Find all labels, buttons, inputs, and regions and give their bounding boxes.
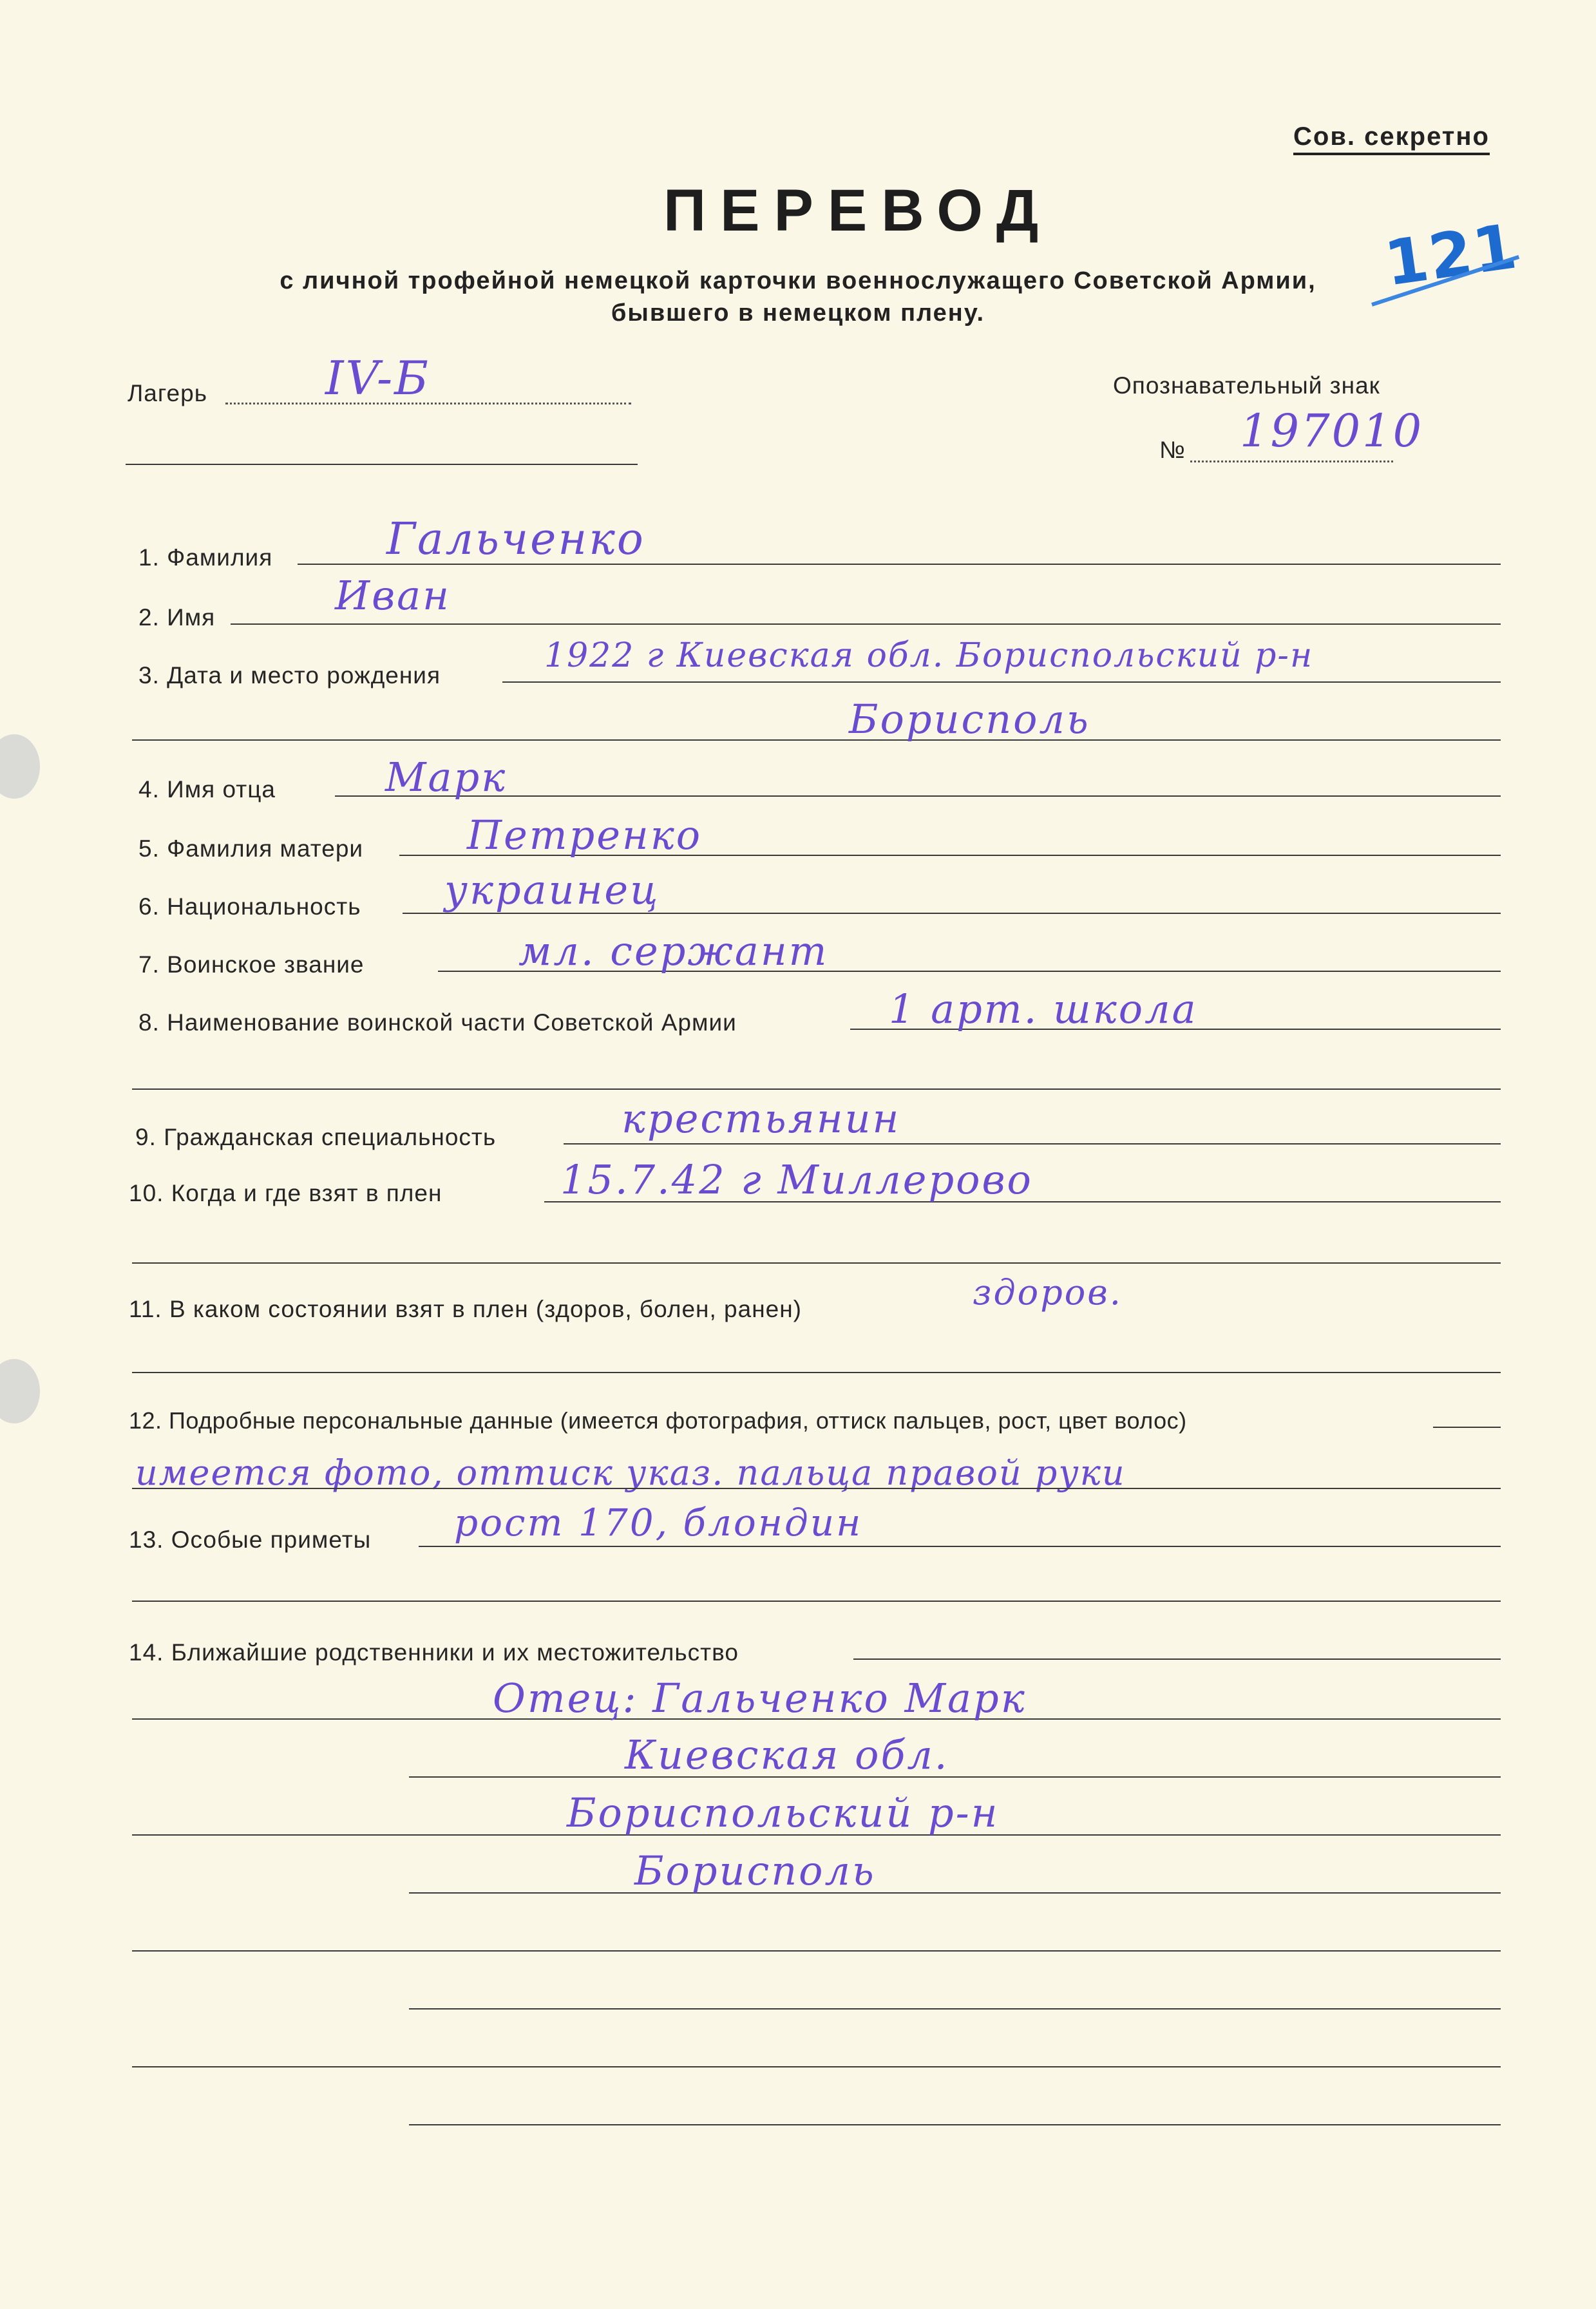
field-14-line (853, 1658, 1501, 1660)
ruled-line (132, 1950, 1501, 1952)
relatives-line-4: Борисполь (634, 1847, 876, 1894)
field-3-line (502, 681, 1501, 683)
ruled-line (409, 2124, 1501, 2125)
field-11-value: здоров. (973, 1272, 1123, 1313)
id-tag-number-sign: № (1159, 437, 1186, 463)
document-title: ПЕРЕВОД (663, 178, 1053, 243)
id-tag-value: 197010 (1240, 404, 1424, 457)
field-8-line-2 (132, 1088, 1501, 1090)
relatives-line-1: Отец: Гальченко Марк (493, 1675, 1027, 1722)
field-14-label: 14. Ближайшие родственники и их местожительство (129, 1639, 739, 1666)
field-1-value: Гальченко (386, 514, 645, 565)
camp-extra-line (126, 464, 638, 465)
camp-label: Лагерь (128, 380, 207, 406)
relatives-line-2: Киевская обл. (625, 1731, 949, 1778)
field-10-label: 10. Когда и где взят в плен (129, 1180, 442, 1206)
field-9-value: крестьянин (622, 1095, 901, 1142)
ruled-line (409, 2008, 1501, 2010)
punch-hole (0, 1359, 40, 1423)
field-5-label: 5. Фамилия матери (138, 835, 364, 862)
field-7-value: мл. сержант (518, 927, 829, 974)
field-4-line (335, 795, 1501, 797)
field-12-value: имеется фото, оттиск указ. пальца правой руки (135, 1452, 1126, 1493)
file-number: 121 (1380, 210, 1523, 300)
field-9-label: 9. Гражданская специальность (135, 1124, 497, 1150)
field-1-label: 1. Фамилия (138, 544, 273, 571)
punch-hole (0, 734, 40, 799)
field-8-value: 1 арт. школа (889, 985, 1198, 1032)
ruled-line (409, 1892, 1501, 1894)
id-tag-label: Опознавательный знак (1113, 372, 1380, 399)
field-6-value: украинец (444, 866, 660, 913)
field-6-label: 6. Национальность (138, 893, 361, 920)
field-11-line-2 (132, 1372, 1501, 1373)
field-9-line (564, 1143, 1501, 1145)
classification-stamp: Сов. секретно (1293, 122, 1490, 155)
id-tag-line (1190, 461, 1393, 462)
field-12-line (1433, 1427, 1501, 1428)
field-13-label: 13. Особые приметы (129, 1526, 372, 1553)
ruled-line (409, 1776, 1501, 1778)
field-3-value-cont: Борисполь (849, 696, 1090, 743)
field-7-label: 7. Воинское звание (138, 951, 365, 978)
field-3-label: 3. Дата и место рождения (138, 662, 441, 689)
field-2-value: Иван (335, 572, 451, 619)
field-4-label: 4. Имя отца (138, 776, 276, 803)
field-3-value: 1922 г Киевская обл. Бориспольский р-н (544, 636, 1314, 675)
field-13-line (419, 1546, 1501, 1547)
field-12-line-2 (132, 1488, 1501, 1489)
field-5-value: Петренко (467, 812, 703, 859)
field-3-line-2 (132, 739, 1501, 741)
field-4-value: Марк (385, 754, 508, 801)
field-2-line (231, 623, 1501, 625)
field-8-label: 8. Наименование воинской части Советской Армии (138, 1009, 737, 1036)
ruled-line (132, 2066, 1501, 2067)
field-2-label: 2. Имя (138, 604, 216, 631)
field-10-line-2 (132, 1262, 1501, 1264)
field-10-value: 15.7.42 г Миллерово (560, 1156, 1033, 1203)
subtitle-line-1: с личной трофейной немецкой карточки военнослужащего Советской Армии, (280, 267, 1316, 294)
relatives-line-3: Бориспольский р-н (567, 1789, 1000, 1836)
field-11-label: 11. В каком состоянии взят в плен (здоров, болен, ранен) (129, 1296, 802, 1322)
camp-value: IV-Б (325, 351, 431, 405)
subtitle-line-2: бывшего в немецком плену. (611, 299, 985, 327)
field-12-label: 12. Подробные персональные данные (имеется фотография, оттиск пальцев, рост, цвет волос) (129, 1407, 1187, 1434)
field-13-line-2 (132, 1601, 1501, 1602)
field-13-value: рост 170, блондин (454, 1501, 863, 1544)
